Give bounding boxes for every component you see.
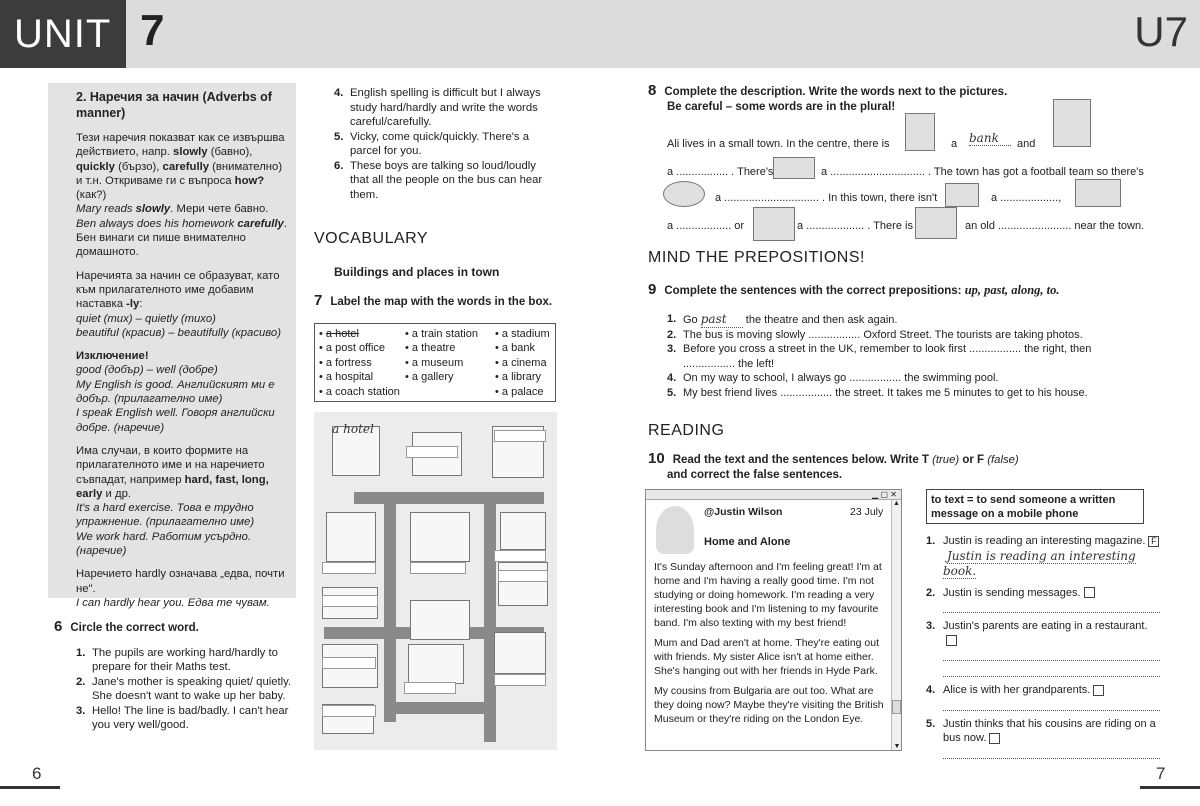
train-picture: [773, 157, 815, 179]
map-label-blank: [494, 674, 546, 686]
exercise-8-header: 8 Complete the description. Write the words next to the pictures. Be careful – some words are in the plural!: [648, 82, 1008, 113]
ex9-item: 2. The bus is moving slowly ................. Oxford Street. The tourists are taking photos.: [667, 328, 1083, 341]
word-item: • a library: [495, 371, 542, 384]
museum-picture: [1075, 179, 1121, 207]
header-bar: [0, 0, 1200, 68]
page-number-right: 7: [1156, 764, 1166, 783]
ex10-statements: [926, 534, 1160, 765]
ex6-item: 1. The pupils are working hard/hardly to prepare for their Maths test.: [76, 646, 278, 673]
word-box: [314, 323, 556, 402]
ex9-item: 1. Go past the theatre and then ask again.: [667, 312, 898, 326]
ex9-item: 3. Before you cross a street in the UK, remember to look first ................. the right, then ................. the left!: [667, 343, 1092, 370]
post-user: @Justin Wilson: [704, 506, 783, 518]
exercise-8-body: Ali lives in a small town. In the centre, there is a bank and a ................. . There's a ............................... . The town has got a football team so there's a ............................... . In this town, there isn't a ..................., a .................. or a ................... . There is an old ........................ near the town.: [667, 113, 1157, 237]
ex7-header: 7 Label the map with the words in the box.: [314, 292, 553, 309]
map-road: [384, 702, 494, 714]
exercise-6: [54, 620, 294, 733]
bottom-rule-right: [1140, 786, 1200, 789]
bottom-rule-left: [0, 786, 60, 789]
scroll-thumb[interactable]: [892, 700, 901, 714]
exercise-9-items: [667, 312, 1127, 400]
word-item: • a palace: [495, 385, 544, 398]
map-label-blank: [404, 682, 456, 694]
ex6-instruction: Circle the correct word.: [70, 622, 199, 634]
scrollbar[interactable]: [891, 500, 901, 750]
post-title: Home and Alone: [704, 536, 791, 548]
exercise-6-cont: [334, 86, 556, 202]
map-building: [500, 512, 546, 550]
word-item: • a coach station: [319, 385, 400, 398]
prepositions-heading: MIND THE PREPOSITIONS!: [648, 249, 865, 266]
reading-heading: READING: [648, 422, 725, 439]
grammar-para-4: Наречието hardly означава „едва, почти не". I can hardly hear you. Едва те чувам.: [76, 568, 285, 609]
ex6-item: 5. Vicky, come quick/quickly. There's a parcel for you.: [334, 130, 530, 157]
grammar-para-2: Наречията за начин се образуват, като към прилагателното име добавим наставка -ly: quiet (тих) – quietly (тихо) beautiful (красив) – beautifully (красиво): [76, 269, 281, 339]
map-road: [354, 492, 544, 504]
cinema-picture: [945, 183, 979, 207]
vocabulary-heading: VOCABULARY: [314, 230, 429, 247]
ex6-number: 6: [54, 618, 63, 635]
map-label-blank: [494, 430, 546, 442]
word-item: • a bank: [495, 342, 535, 355]
map-label-blank: [494, 550, 546, 562]
statement: 2. Justin is sending messages.: [926, 586, 1160, 614]
grammar-para-1: Тези наречия показват как се извършва действието, напр. slowly (бавно), quickly (бързо), carefully (внимателно) и т.н. Откриваме ги с въпроса how? (как?) Mary reads slowly. Мери чете бавно. Ben always does his homework carefully. Бен винаги си пише внимателно домашното.: [76, 132, 287, 259]
map-label-blank: [406, 446, 458, 458]
word-item: • a gallery: [405, 371, 454, 384]
avatar: [656, 506, 694, 554]
word-item: • a museum: [405, 356, 464, 369]
word-item: • a cinema: [495, 356, 547, 369]
word-item: • a train station: [405, 328, 478, 340]
exercise-10-header: 10 Read the text and the sentences below. Write T (true) or F (false) and correct the false sentences.: [648, 450, 1019, 481]
map-label-blank: [498, 570, 548, 582]
vocabulary-subheading: Buildings and places in town: [334, 265, 500, 279]
map-building: [494, 632, 546, 674]
map-label-blank: [410, 562, 466, 574]
town-map: [314, 412, 557, 750]
post-window: [645, 489, 902, 751]
map-label-answer: a hotel: [332, 422, 374, 436]
word-item: • a fortress: [319, 356, 372, 369]
word-item: • a theatre: [405, 342, 456, 355]
word-item: • a hotel: [319, 328, 359, 340]
unit-number: 7: [140, 6, 165, 55]
window-titlebar: [646, 490, 901, 500]
post-date: 23 July: [850, 506, 884, 518]
stadium-picture: [663, 181, 705, 207]
statement: 5. Justin thinks that his cousins are riding on a bus now.: [926, 717, 1160, 759]
map-building: [410, 600, 470, 640]
ex9-item: 5. My best friend lives ................. the street. It takes me 5 minutes to get to his house.: [667, 386, 1088, 399]
word-item: • a stadium: [495, 328, 550, 340]
grammar-para-3: Има случаи, в които формите на прилагателното име и на наречието съвпадат, например hard, fast, long, early и др. It's a hard exercise. Това е трудно упражнение. (прилагателно име) We work hard. Работим усърдно. (наречие): [76, 444, 269, 558]
bank-picture: [905, 113, 935, 151]
ex6-item: 6. These boys are talking so loud/loudly that all the people on the bus can hear them.: [334, 159, 543, 201]
statement: 1. Justin is reading an interesting magazine. F Justin is reading an interesting book.: [926, 534, 1160, 580]
map-label-blank: [322, 595, 378, 607]
hospital-picture: [1053, 99, 1091, 147]
scroll-up-icon[interactable]: ▲: [893, 500, 900, 507]
unit-code: U7: [1134, 8, 1188, 55]
grammar-title: 2. Наречия за начин (Adverbs of manner): [76, 90, 272, 120]
word-item: • a hospital: [319, 371, 374, 384]
word-item: [405, 385, 495, 399]
statement: 3. Justin's parents are eating in a restaurant.: [926, 619, 1160, 677]
post-body: It's Sunday afternoon and I'm feeling great! I'm at home and I'm having a really good time. I'm not studying or doing homework. I'm reading a very interesting book and I'm listening to my favourite band. I'm also texting with my best friend! Mum and Dad aren't at home. They're eating out with friends. My sister Alice isn't at home either. She's hanging out with her friends in Hyde Park. My cousins from Bulgaria are out too. What are they doing now? Maybe they're visiting the British Museum or they're riding on the London Eye.: [654, 561, 884, 725]
map-label-blank: [322, 562, 376, 574]
ex6-item: 3. Hello! The line is bad/badly. I can't hear you very well/good.: [76, 704, 289, 731]
grammar-box: [48, 83, 296, 609]
map-building: [498, 562, 548, 606]
window-controls[interactable]: ▁ ▢ ✕: [872, 490, 897, 499]
ex6-item: 4. English spelling is difficult but I always study hard/hardly and write the words careful/carefully.: [334, 87, 541, 128]
fortress-picture: [915, 207, 957, 239]
ex9-item: 4. On my way to school, I always go ................. the swimming pool.: [667, 372, 999, 384]
gallery-picture: [753, 207, 795, 241]
exercise-9-header: 9 Complete the sentences with the correct prepositions: up, past, along, to.: [648, 281, 1060, 298]
map-building: [410, 512, 470, 562]
statement: 4. Alice is with her grandparents.: [926, 683, 1160, 711]
map-building: [326, 512, 376, 562]
scroll-down-icon[interactable]: ▼: [893, 743, 901, 750]
map-building: [408, 644, 464, 684]
grammar-exceptions: Изключение! good (добър) – well (добре) My English is good. Английският ми е добър. (прилагателно име) I speak English well. Говоря английски добре. (наречие): [76, 350, 275, 434]
definition-box: to text = to send someone a written message on a mobile phone: [926, 489, 1144, 524]
unit-label: UNIT: [0, 0, 126, 68]
map-label-blank: [322, 705, 376, 717]
page-number-left: 6: [32, 764, 42, 783]
word-item: • a post office: [319, 342, 386, 355]
map-road: [384, 492, 396, 722]
ex6-item: 2. Jane's mother is speaking quiet/ quietly. She doesn't want to wake up her baby.: [76, 675, 292, 702]
map-label-blank: [322, 657, 376, 669]
